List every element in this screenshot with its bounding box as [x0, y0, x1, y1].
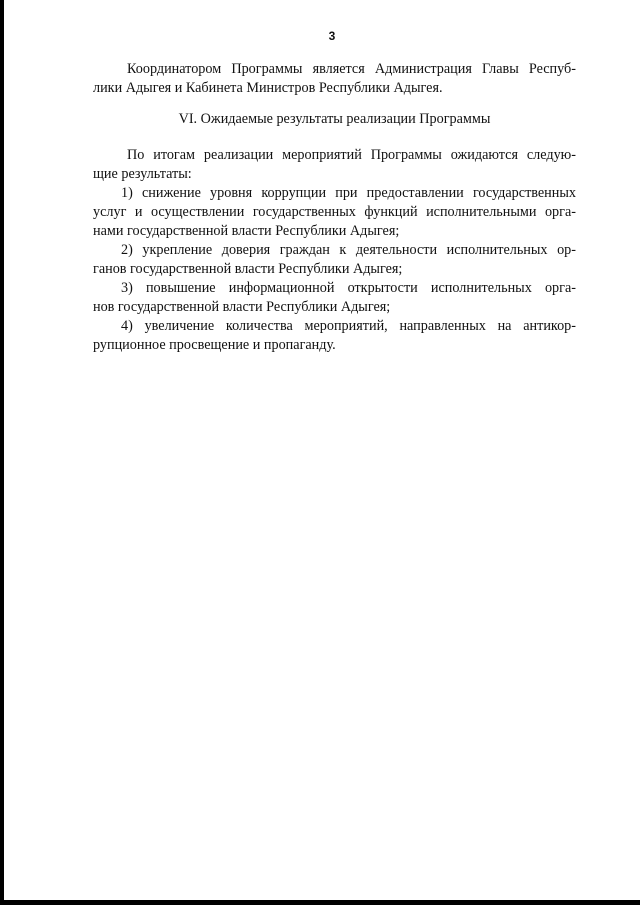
result-4-line-1: 4) увеличение количества мероприятий, направленных на антикор- — [121, 318, 576, 334]
scan-edge-left — [0, 0, 4, 905]
result-item-4 — [93, 317, 576, 355]
scan-edge-bottom — [0, 900, 640, 905]
intro-line-1: Координатором Программы является Администрация Главы Респуб- — [127, 61, 576, 77]
result-1-line-2: услуг и осуществлении государственных функций исполнительными орга- — [93, 204, 576, 220]
result-3-line-2: нов государственной власти Республики Адыгея; — [93, 299, 391, 315]
results-intro-line-1: По итогам реализации мероприятий Программы ожидаются следую- — [127, 147, 576, 163]
intro-paragraph — [93, 60, 576, 98]
result-item-1 — [93, 184, 576, 241]
results-intro-line-2: щие результаты: — [93, 166, 192, 182]
result-item-2 — [93, 241, 576, 279]
result-4-line-2: рупционное просвещение и пропаганду. — [93, 337, 336, 353]
result-1-line-3: нами государственной власти Республики Адыгея; — [93, 223, 400, 239]
result-3-line-1: 3) повышение информационной открытости исполнительных орга- — [121, 280, 576, 296]
intro-line-2: лики Адыгея и Кабинета Министров Республики Адыгея. — [93, 80, 443, 96]
results-intro-paragraph — [93, 146, 576, 184]
result-1-line-1: 1) снижение уровня коррупции при предоставлении государственных — [121, 185, 576, 201]
result-2-line-1: 2) укрепление доверия граждан к деятельности исполнительных ор- — [121, 242, 576, 258]
result-2-line-2: ганов государственной власти Республики Адыгея; — [93, 261, 403, 277]
section-heading: VI. Ожидаемые результаты реализации Программы — [178, 111, 491, 127]
page-number: 3 — [328, 29, 336, 43]
result-item-3 — [93, 279, 576, 317]
